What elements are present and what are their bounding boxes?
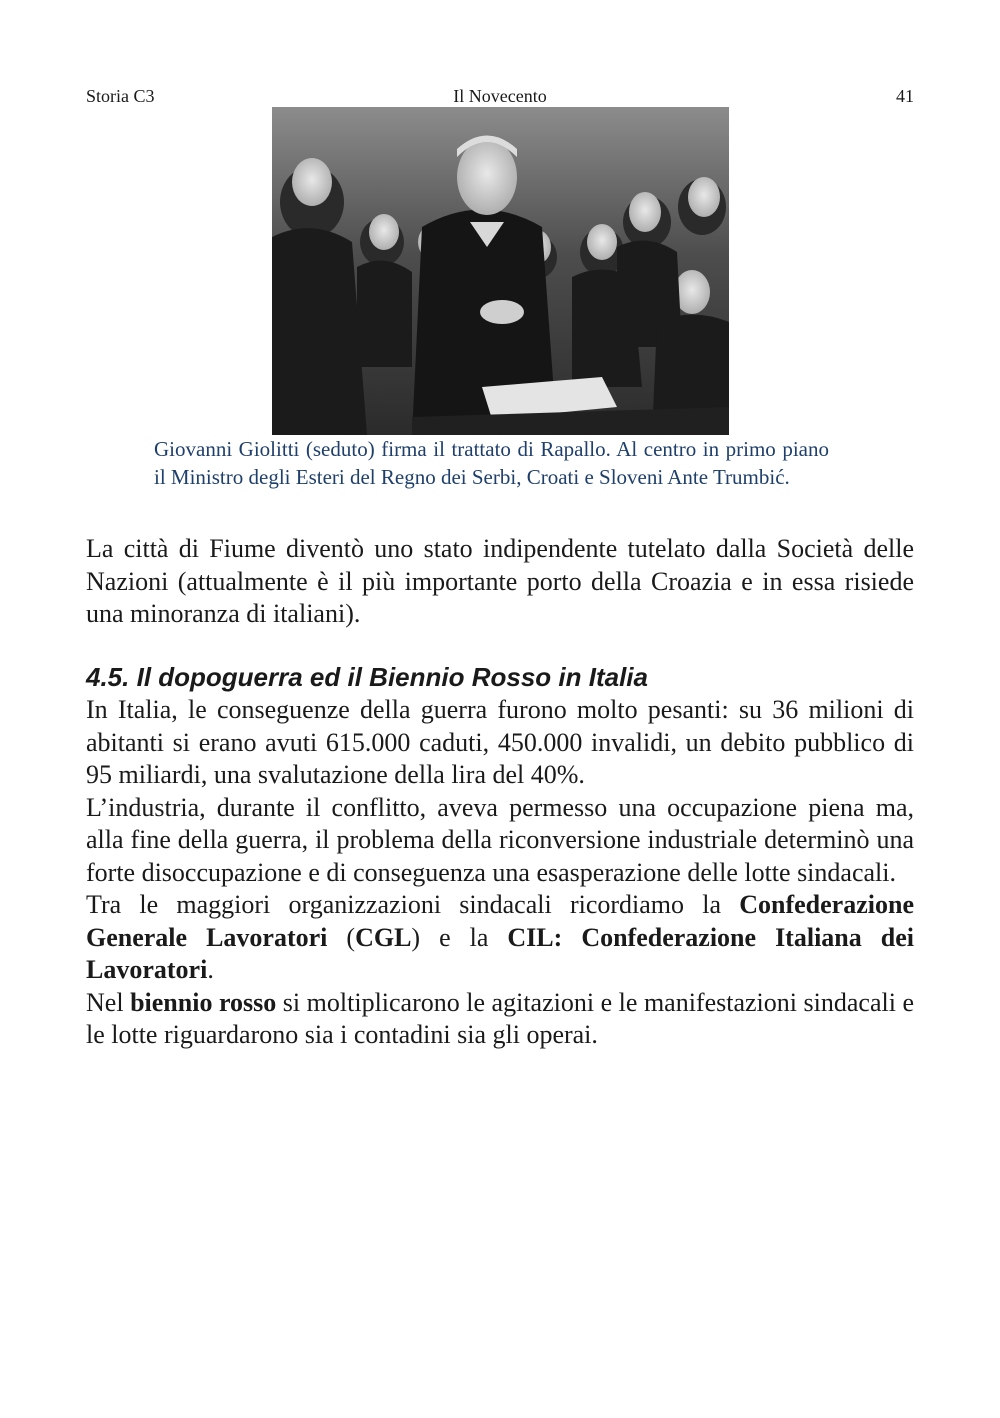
cil-name: CIL: Confederazione Italiana dei Lavoratori [86, 922, 914, 984]
biennio-rosso-term: biennio rosso [130, 987, 277, 1017]
section-body [86, 694, 914, 1052]
paragraph-consequences: In Italia, le conseguenze della guerra furono molto pesanti: su 36 milioni di abitanti si erano avuti 615.000 caduti, 450.000 invalidi, un debito pubblico di 95 miliardi, una svalutazione della lira del 40%. [86, 695, 914, 789]
page-number: 41 [896, 86, 914, 106]
section-heading: 4.5. Il dopoguerra ed il Biennio Rosso in Italia [86, 662, 648, 692]
cgl-acronym: CGL [355, 922, 412, 952]
historical-photo [272, 107, 729, 435]
cgl-name: Confederazione Generale Lavoratori [86, 890, 914, 952]
header-book-title: Storia C3 [86, 86, 155, 106]
header-chapter-title: Il Novecento [453, 86, 547, 106]
paragraph-industry: L’industria, durante il conflitto, aveva permesso una occupazione piena ma, alla fine della guerra, il problema della riconversione industriale determinò una forte disoccupazione e di conseguenza una esasperazione delle lotte sindacali. [86, 792, 914, 887]
paragraph-fiume: La città di Fiume diventò uno stato indipendente tutelato dalla Società delle Nazioni (attualmente è il più importante porto della Croazia e in essa risiede una minoranza di italiani). [86, 534, 914, 628]
page-header [86, 84, 914, 108]
paragraph-unions: Tra le maggiori organizzazioni sindacali ricordiamo la Confederazione Generale Lavoratori (CGL) e la CIL: Confederazione Italiana dei Lavoratori. [86, 890, 914, 984]
paragraph-biennio: Nel biennio rosso si moltiplicarono le agitazioni e le manifestazioni sindacali e le lotte riguardarono sia i contadini sia gli operai. [86, 987, 914, 1049]
photo-caption: Giovanni Giolitti (seduto) firma il trattato di Rapallo. Al centro in primo piano il Ministro degli Esteri del Regno dei Serbi, Croati e Sloveni Ante Trumbić. [154, 437, 829, 489]
